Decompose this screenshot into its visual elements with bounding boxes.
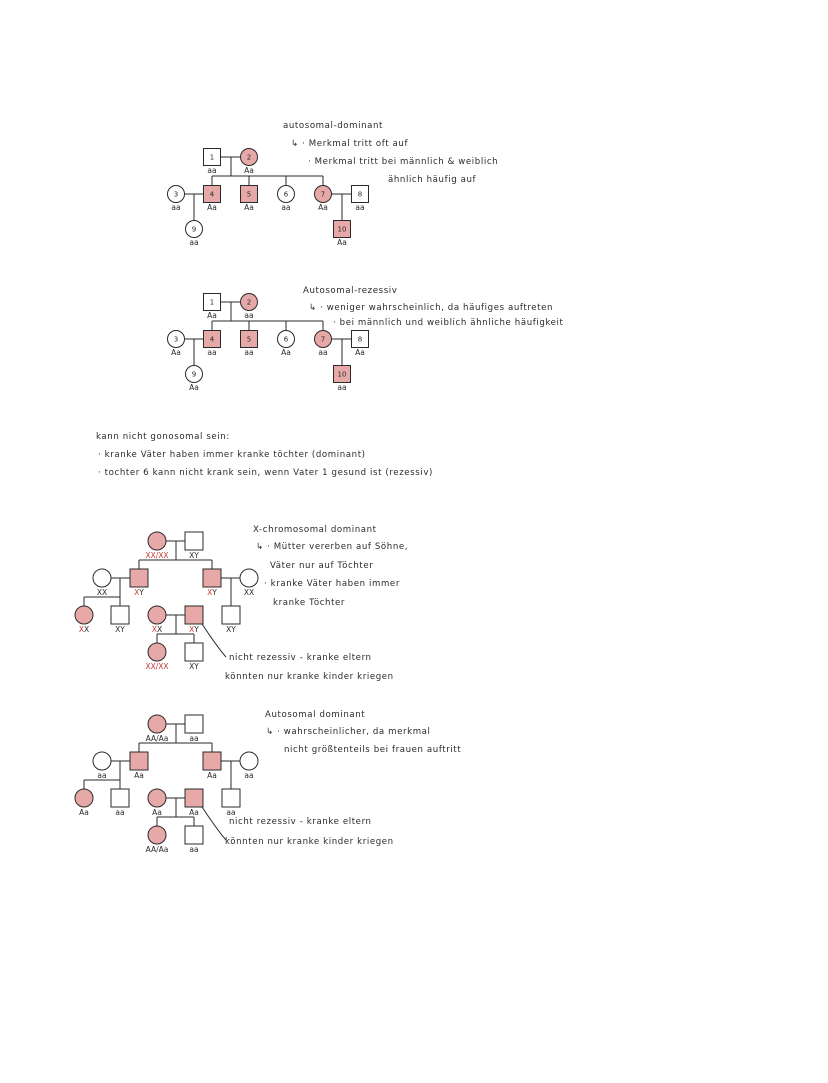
- person-g2wifeR-female: [240, 752, 258, 770]
- genotype-label-part: Y: [212, 588, 217, 597]
- genotype-label-part: XY: [189, 662, 199, 671]
- person-g1m-male: [185, 715, 203, 733]
- person-g4a-female: [148, 826, 166, 844]
- genotype-label: [189, 662, 199, 671]
- person-number: 6: [283, 190, 289, 199]
- genotype-label: Aa: [355, 348, 365, 357]
- genotype-label: Aa: [244, 166, 254, 175]
- person-number: 6: [283, 335, 289, 344]
- annotation-arrow: [202, 807, 226, 840]
- genotype-label: [244, 588, 254, 597]
- person-g4a-female: [148, 643, 166, 661]
- s4-title: Autosomal dominant: [265, 710, 366, 720]
- s1-line-1: ↳ · Merkmal tritt oft auf: [291, 139, 409, 149]
- genotype-label: Aa: [207, 771, 217, 780]
- person-number: 2: [246, 153, 252, 162]
- genotype-label: [145, 662, 168, 671]
- genotype-label-part: X: [134, 588, 140, 597]
- gonosomal-line-1: · kranke Väter haben immer kranke töchter (dominant): [98, 450, 366, 460]
- genotype-label: Aa: [244, 203, 254, 212]
- person-g1f-female: [148, 715, 166, 733]
- person-number: 1: [209, 298, 215, 307]
- genotype-label-part: X: [189, 625, 195, 634]
- s4-annotation-2: könnten nur kranke kinder kriegen: [225, 837, 394, 847]
- person-number: 10: [337, 225, 347, 234]
- s3-annotation-2: könnten nur kranke kinder kriegen: [225, 672, 394, 682]
- gonosomal-heading: kann nicht gonosomal sein:: [96, 432, 230, 442]
- person-g2sonR-male: [203, 569, 221, 587]
- genotype-label-part: Y: [139, 588, 144, 597]
- genotype-label-part: XY: [189, 551, 199, 560]
- genotype-label: [189, 551, 199, 560]
- genotype-label-part: Y: [194, 625, 199, 634]
- genotype-label: Aa: [189, 808, 199, 817]
- s3-line-2: Väter nur auf Töchter: [270, 561, 374, 571]
- genotype-label: [189, 625, 199, 634]
- genotype-label: aa: [97, 771, 107, 780]
- gonosomal-line-2: · tochter 6 kann nicht krank sein, wenn Vater 1 gesund ist (rezessiv): [98, 468, 433, 478]
- genotype-label-part: X: [78, 625, 84, 634]
- person-g4b-male: [185, 643, 203, 661]
- person-g3c-female: [148, 789, 166, 807]
- s1-line-3: ähnlich häufig auf: [388, 175, 477, 185]
- genotype-label: Aa: [318, 203, 328, 212]
- s1-title: autosomal-dominant: [283, 121, 384, 131]
- genotype-label: aa: [189, 845, 199, 854]
- genotype-label: Aa: [134, 771, 144, 780]
- person-number: 7: [320, 335, 326, 344]
- genotype-label: Aa: [79, 808, 89, 817]
- s3-annotation-1: nicht rezessiv - kranke eltern: [229, 653, 372, 663]
- genotype-label: [207, 588, 217, 597]
- genotype-label: aa: [281, 203, 291, 212]
- genotype-label: [145, 551, 168, 560]
- genotype-label: Aa: [171, 348, 181, 357]
- genotype-label: Aa: [207, 203, 217, 212]
- person-g3b-male: [111, 789, 129, 807]
- genotype-label: aa: [337, 383, 347, 392]
- s2-line-1: ↳ · weniger wahrscheinlich, da häufiges auftreten: [309, 303, 554, 313]
- genotype-label-part: X: [157, 625, 163, 634]
- person-g2wifeR-female: [240, 569, 258, 587]
- genotype-label: [79, 625, 89, 634]
- s3-line-3: · kranke Väter haben immer: [264, 579, 400, 589]
- person-g3d-male: [185, 606, 203, 624]
- person-number: 1: [209, 153, 215, 162]
- person-g3a-female: [75, 789, 93, 807]
- person-number: 4: [209, 335, 215, 344]
- person-number: 3: [173, 335, 179, 344]
- person-g2wifeL-female: [93, 569, 111, 587]
- genotype-label: Aa: [152, 808, 162, 817]
- genotype-label-part: XX: [243, 588, 255, 597]
- s3-title: X-chromosomal dominant: [253, 525, 377, 535]
- person-number: 10: [337, 370, 347, 379]
- person-g3d-male: [185, 789, 203, 807]
- genotype-label: [134, 588, 144, 597]
- genotype-label: [152, 625, 162, 634]
- person-g2wifeL-female: [93, 752, 111, 770]
- genotype-label: aa: [171, 203, 181, 212]
- person-number: 2: [246, 298, 252, 307]
- genotype-label: aa: [189, 238, 199, 247]
- genotype-label: aa: [189, 734, 199, 743]
- genotype-label: aa: [244, 348, 254, 357]
- genotype-label-part: X: [84, 625, 90, 634]
- annotation-arrow: [202, 624, 226, 657]
- person-g3e-male: [222, 606, 240, 624]
- genotype-label: Aa: [337, 238, 347, 247]
- person-number: 5: [246, 335, 252, 344]
- genotype-label: [97, 588, 107, 597]
- genotype-label: aa: [355, 203, 365, 212]
- genotype-label-part: XX/XX: [145, 551, 169, 560]
- genotype-label-part: XX: [96, 588, 108, 597]
- s4-line-2: nicht größtenteils bei frauen auftritt: [284, 745, 462, 755]
- person-g2sonR-male: [203, 752, 221, 770]
- genotype-label-part: X: [151, 625, 157, 634]
- person-g4b-male: [185, 826, 203, 844]
- genotype-label: Aa: [281, 348, 291, 357]
- person-number: 5: [246, 190, 252, 199]
- s3-line-4: kranke Töchter: [273, 598, 346, 608]
- person-g3c-female: [148, 606, 166, 624]
- person-g3b-male: [111, 606, 129, 624]
- genotype-label: AA/Aa: [145, 734, 169, 743]
- genotype-label: Aa: [207, 311, 217, 320]
- s4-line-1: ↳ · wahrscheinlicher, da merkmal: [266, 727, 431, 737]
- person-g2sonL-male: [130, 752, 148, 770]
- genotype-label: Aa: [189, 383, 199, 392]
- genotype-label: aa: [207, 348, 217, 357]
- s2-line-2: · bei männlich und weiblich ähnliche häufigkeit: [333, 318, 564, 328]
- person-g2sonL-male: [130, 569, 148, 587]
- genotype-label: aa: [244, 311, 254, 320]
- s1-line-2: · Merkmal tritt bei männlich & weiblich: [308, 157, 499, 167]
- genotype-label: aa: [244, 771, 254, 780]
- person-number: 8: [357, 190, 363, 199]
- person-number: 7: [320, 190, 326, 199]
- genotype-label: [226, 625, 236, 634]
- genotype-label-part: XY: [115, 625, 125, 634]
- person-number: 9: [191, 225, 197, 234]
- person-g3e-male: [222, 789, 240, 807]
- genotype-label-part: XY: [226, 625, 236, 634]
- person-g1f-female: [148, 532, 166, 550]
- genotype-label-part: XX/XX: [145, 662, 169, 671]
- person-number: 9: [191, 370, 197, 379]
- genotype-label: aa: [115, 808, 125, 817]
- s2-title: Autosomal-rezessiv: [303, 286, 398, 296]
- s3-line-1: ↳ · Mütter vererben auf Söhne,: [256, 542, 409, 552]
- person-g1m-male: [185, 532, 203, 550]
- genotype-label: aa: [318, 348, 328, 357]
- genotype-label-part: X: [207, 588, 213, 597]
- person-g3a-female: [75, 606, 93, 624]
- person-number: 4: [209, 190, 215, 199]
- s4-annotation-1: nicht rezessiv - kranke eltern: [229, 817, 372, 827]
- genotype-label: [115, 625, 125, 634]
- person-number: 8: [357, 335, 363, 344]
- genotype-label: AA/Aa: [145, 845, 169, 854]
- person-number: 3: [173, 190, 179, 199]
- genotype-label: aa: [207, 166, 217, 175]
- genotype-label: aa: [226, 808, 236, 817]
